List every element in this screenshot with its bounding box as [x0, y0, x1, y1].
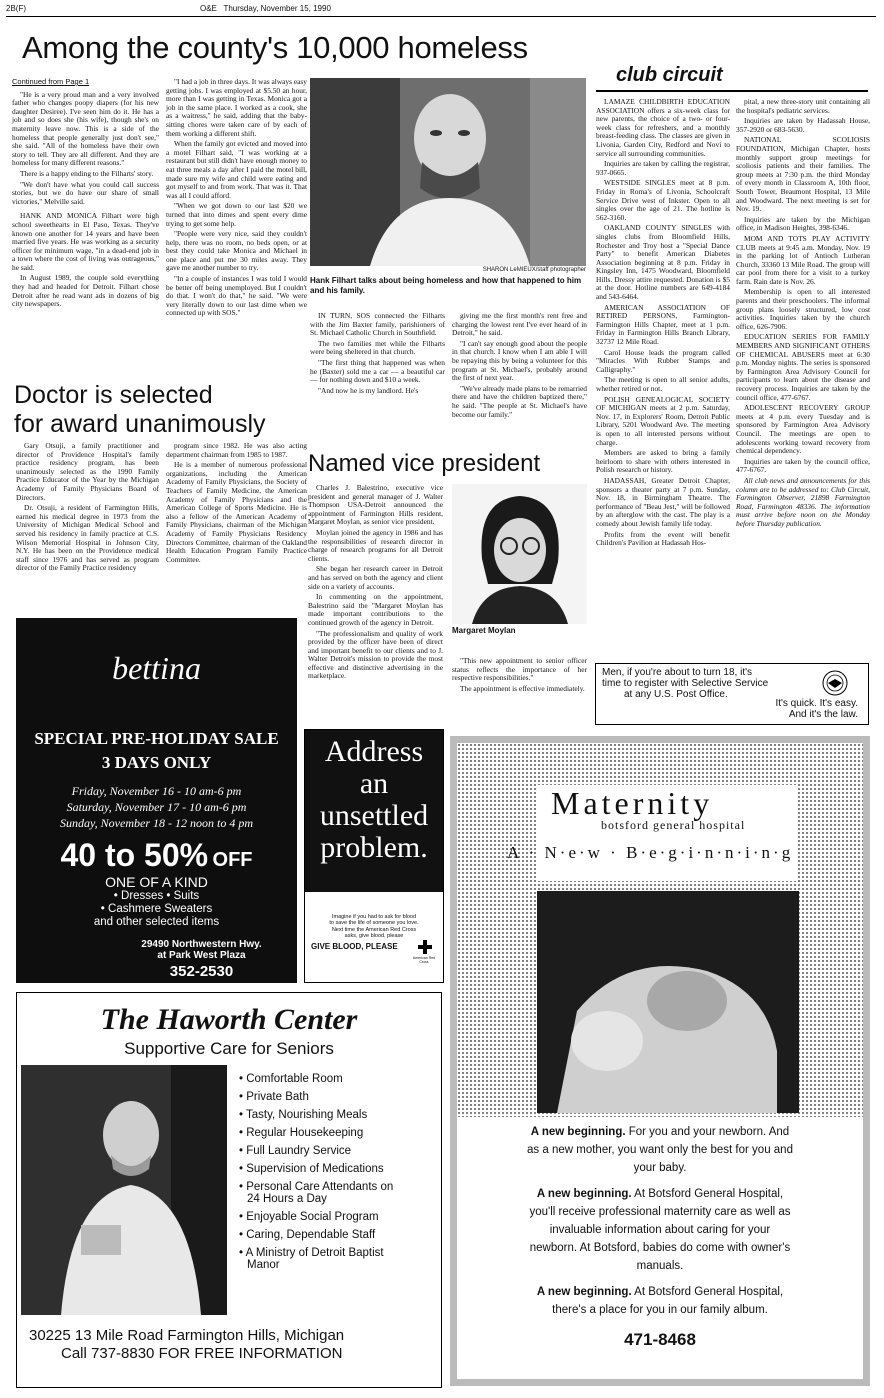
doctor-headline-2: for award unanimously — [14, 410, 266, 438]
vp-headline: Named vice president — [308, 450, 541, 477]
sale-items — [16, 890, 297, 929]
headline-word-3: unsettled — [319, 799, 429, 832]
paragraph: There is a happy ending to the Filharts' story. — [20, 168, 154, 178]
red-cross-body-3: Next time the American Red Cross — [331, 926, 417, 933]
service-item: • Caring, Dependable Staff — [239, 1229, 376, 1241]
eagle-seal-icon — [822, 670, 848, 696]
sale-headline: SPECIAL PRE-HOLIDAY SALE — [34, 729, 279, 748]
selective-tag2: And it's the law. — [788, 709, 858, 720]
paragraph: Gary Otsuji, a family practitioner and director of Providence Hospital's family practice residency program, has been unanimously selected as the 1990 Family Practice Educator of the Year by the Michigan Academy of Family Physicians Board of Directors. — [16, 441, 159, 502]
mother-baby-photo — [537, 891, 799, 1113]
sale-days — [16, 783, 297, 831]
main-story-col1 — [12, 78, 159, 311]
main-story-col3 — [310, 312, 445, 397]
paragraph: Dr. Otsuji, a resident of Farmington Hills, earned his medical degree in 1973 from the University of Michigan Medical School and served his residency in family practice at C.S. Wilson Memorial Hospital in Johnson City, N.Y. He has been on the Providence medical staff since 1976 and has served as program director of the Family Practice residency — [16, 503, 159, 573]
selective-service-ad — [595, 663, 869, 725]
service-item: • Enjoyable Social Program — [239, 1211, 379, 1223]
red-cross-body-2: to save the life of someone you love. — [329, 920, 419, 927]
doctor-headline-1: Doctor is selected — [14, 381, 213, 409]
paragraph: "I had a job in three days. It was always easy getting jobs. I was employed at $5.50 an hour, more than I was getting in Texas. Monica got a job in the same place. I worked as a cook, she as a waitress," he said, adding that the baby-sitting chores were taken care of by each of them working a different shift. — [166, 77, 307, 138]
discount-line — [16, 837, 297, 874]
paragraph: NATIONAL SCOLIOSIS FOUNDATION, Michigan Chapter, hosts monthly support group meetings for scoliosis patients and their families. The group meets at 7:30 p.m. the third Monday of every month in Classroom A, 10th floor, South Tower, Beaumont Hospital, 13 Mile and Woodward. The next meeting is set for Nov. 19. — [736, 135, 870, 214]
red-cross-icon — [417, 939, 433, 955]
vp-story-col1 — [308, 484, 443, 683]
red-cross-ad — [304, 729, 444, 983]
continued-line: Continued from Page 1 — [12, 77, 90, 86]
paragraph: "We've already made plans to be remarried there and have the children baptized there," he said. "The people at St. Michael's have become our family." — [452, 383, 587, 419]
service-item: • Supervision of Medications — [239, 1163, 384, 1175]
paragraph: She began her research career in Detroit and has served on both the agency and client side on a variety of accounts. — [308, 564, 443, 591]
copy-para-3-lead: A new beginning. — [536, 1286, 632, 1298]
senior-photo — [21, 1065, 227, 1315]
paragraph: MOM AND TOTS PLAY ACTIVITY CLUB meets at 9:45 a.m. Monday, Nov. 19 in the parking lot of Antioch Lutheran Church, 33360 13 Mile Road. The group will car pool from there for a visit to a turkey farm. Rain date is Nov. 26. — [736, 233, 870, 286]
paragraph: HANK AND MONICA Filhart were high school sweethearts in El Paso, Texas. They've known one another for 14 years and have been married five years. He was working as a security officer for minimum wage, "in a dead-end job in a town where the cost of living was outrageous," he said. — [12, 211, 159, 272]
folio-page: 2B(F) — [6, 4, 26, 13]
service-item: • A Ministry of Detroit Baptist — [239, 1247, 384, 1259]
paragraph: EDUCATION SERIES FOR FAMILY MEMBERS AND SIGNIFICANT OTHERS OF CHEMICAL ABUSERS meet at 6:30 p.m. Monday nights. The series is sponsored by Farmington Area Advisory Council for participants to learn about the disease and recovery process. Inquiries are taken by the council office, 477-6767. — [736, 332, 870, 402]
maternity-logo — [537, 785, 797, 822]
paragraph: "We don't have what you could call success stories, but we do have our share of small victories," Melville said. — [12, 179, 159, 206]
paragraph: "This new appointment to senior officer status reflects the importance of her respective responsibilities." — [452, 656, 587, 683]
service-item: 24 Hours a Day — [247, 1193, 327, 1205]
maternity-inner — [457, 743, 863, 1379]
paragraph: WESTSIDE SINGLES meet at 8 p.m. Friday in Roma's of Livonia, Schoolcraft Service Drive west of Inkster. Open to all singles over the age of 21. The hotline is 562-3160. — [596, 178, 730, 222]
sale-items-3: and other selected items — [93, 916, 220, 928]
headline-word-4: problem. — [320, 831, 428, 864]
maternity-logo-block — [507, 785, 797, 881]
service-item: • Tasty, Nourishing Meals — [239, 1109, 368, 1121]
paragraph: "The first thing that happened was when he (Baxter) sold me a car — a beautiful car — for nothing down and $10 a week. — [310, 357, 445, 385]
haworth-address: 30225 13 Mile Road Farmington Hills, Michigan — [29, 1327, 345, 1344]
paragraph: HADASSAH, Greater Detroit Chapter, sponsors a theater party at 7 p.m. Sunday, Nov. 18, in Birmingham Theatre. The performance of "Beau Jest," will be followed by an afterglow with the cast. The play is a comedy about Jewish family life today. — [596, 475, 730, 528]
headline-word-1: Address — [324, 735, 424, 768]
copy-para-3 — [525, 1283, 795, 1319]
paragraph: OAKLAND COUNTY SINGLES with singles clubs from Bloomfield Hills, Rochester and Troy host a "Special Dance Party" to benefit American Diabetes Association beginning at 8 p.m. Friday in Kingsley Inn, 1475 Woodward, Bloomfield Hills. Dressy attire requested. Donation is $5 at the door. Hotline numbers are 649-4184 and 543-6464. — [596, 223, 730, 302]
paragraph: Inquiries are taken by the Michigan office, in Madison Heights, 398-6346. — [736, 214, 870, 233]
main-story-col4 — [452, 312, 587, 421]
portrait-illustration — [310, 78, 586, 266]
haworth-services — [239, 1073, 435, 1277]
paragraph: AMERICAN ASSOCIATION OF RETIRED PERSONS, Farmington-Farmington Hills Chapter, meet at 1 p.m. Friday in Farmington Hills Branch Library, 32737 12 Mile Road. — [596, 302, 730, 347]
folio-date — [200, 4, 331, 13]
copy-para-1-text: For you and your newborn. And as a new mother, you want only the best for you and your baby. — [527, 1126, 793, 1174]
store-address-2: at Park West Plaza — [157, 950, 246, 961]
headline-word-2: an — [359, 767, 389, 800]
club-circuit-col2 — [736, 98, 870, 531]
paragraph: program since 1982. He was also acting department chairman from 1985 to 1987. — [166, 441, 307, 459]
selective-line1: Men, if you're about to turn 18, it's — [602, 667, 753, 678]
give-blood-cta: GIVE BLOOD, PLEASE — [311, 942, 398, 951]
logo-rest: aternity — [583, 785, 714, 821]
maternity-copy-block — [457, 1117, 863, 1379]
paragraph: Charles J. Balestrino, executive vice president and general manager of J. Walter Thompson USA-Detroit announced the appointment of Farmington Hills resident, Margaret Moylan, as senior vice president. — [308, 483, 443, 527]
selective-line2: time to register with Selective Service — [602, 678, 769, 689]
sale-day-3: Sunday, November 18 - 12 noon to 4 pm — [60, 816, 253, 830]
bettina-logo: bettina — [112, 650, 201, 686]
store-address — [106, 939, 297, 961]
paragraph: Inquiries are taken by calling the registrar, 937-0665. — [596, 159, 730, 177]
bettina-ad — [16, 618, 297, 992]
haworth-center-ad — [16, 992, 442, 1388]
mother-baby-illustration — [537, 891, 799, 1113]
haworth-subtitle: Supportive Care for Seniors — [124, 1039, 334, 1058]
paragraph: LAMAZE CHILDBIRTH EDUCATION ASSOCIATION offers a six-week class for new parents, the choice of a two- or four-week class for refreshers, and a monthly breast-feeding class. The classes are given in Livonia, Garden City, Redford and Novi to service all surrounding communities. — [596, 97, 730, 158]
selective-tag1: It's quick. It's easy. — [775, 698, 858, 709]
doctor-story-col1 — [16, 442, 159, 575]
hank-filhart-photo — [310, 78, 586, 266]
paragraph: In August 1989, the couple sold everything they had and headed for Detroit. Filhart chose Detroit after he read want ads in dozens of big city newspapers. — [12, 273, 159, 309]
logo-m: M — [551, 785, 584, 821]
paragraph: Carol House leads the program called "Miracles With Rubber Stamps and Calligraphy." — [596, 347, 730, 374]
paragraph: Profits from the event will benefit Children's Pavilion at Hadassah Hos- — [596, 529, 730, 548]
paragraph: When the family got evicted and moved into a motel Filhart said, "I was working at a restaurant but still didn't have enough money to eat three meals a day after I paid the motel bill, made sure my wife and child were eating and got myself to and from work. That was it. That was all I could afford. — [166, 139, 307, 200]
maternity-hospital: botsford general hospital — [601, 818, 746, 832]
paragraph: pital, a new three-story unit containing all the hospital's pediatric services. — [736, 97, 870, 115]
margaret-moylan-photo — [452, 484, 587, 624]
paragraph: "In a couple of instances I was told I would be better off being unemployed. But I couldn't do that. I won't do that," he said. "We were very literally down to our last dime when we connected up with SOS." — [166, 274, 307, 318]
paragraph: The meeting is open to all senior adults, whether retired or not. — [596, 375, 730, 393]
paragraph: Moylan joined the agency in 1986 and has the responsibilities of research director in charge of research programs for all Detroit clients. — [308, 527, 443, 563]
vp-story-col2 — [452, 657, 587, 695]
service-item: • Personal Care Attendants on — [239, 1181, 394, 1193]
copy-para-2 — [525, 1185, 795, 1275]
paragraph: "When we got down to our last $20 we turned that into dimes and spent every dime trying to get some help. — [166, 201, 307, 228]
discount-off: OFF — [212, 849, 253, 871]
portrait-illustration — [452, 484, 587, 624]
paragraph: POLISH GENEALOGICAL SOCIETY OF MICHIGAN meets at 2 p.m. Saturday, Nov. 17, in Explorers' Room, Detroit Public Library, 5201 Woodward Ave. The meeting is open to all interested persons without charge. — [596, 394, 730, 447]
club-circuit-header — [596, 64, 868, 92]
store-phone: 352-2530 — [169, 963, 234, 980]
main-story-col2 — [166, 78, 307, 320]
paragraph: "The professionalism and quality of work provided by the officer have been of direct and important benefit to our clients and to J. Walter Detroit's mission to provide the most effective and distinctive advertising in the marketplace. — [308, 628, 443, 681]
paragraph: Membership is open to all interested parents and their preschoolers. The informal group plans loosely structured, low cost activities. Inquiries taken by the church office, 626-7906. — [736, 287, 870, 331]
paragraph: ADOLESCENT RECOVERY GROUP meets at 4 p.m. every Tuesday and is sponsored by Farmington Area Advisory Council. The meetings are open to adolescents working toward recovery from chemical dependency. — [736, 403, 870, 456]
paragraph: In commenting on the appointment, Balestrino said the "Margaret Moylan has made important contributions to the continued growth of the agency in Detroit. — [308, 592, 443, 627]
sale-fine-print: all sales final • no returns • previous sales excluded — [84, 984, 229, 992]
paragraph: "People were very nice, said they couldn't help, there was no room, no beds open, or at best they could take Monica and Michael in one place and put me 30 miles away. They gave me another number to try. — [166, 229, 307, 273]
folio-paper: O&E — [200, 4, 217, 13]
sale-subheadline: 3 DAYS ONLY — [101, 753, 212, 772]
maternity-phone: 471-8468 — [624, 1330, 696, 1349]
copy-para-1-lead: A new beginning. — [530, 1126, 626, 1138]
copy-para-3-text: At Botsford General Hospital, there's a place for you in our family album. — [552, 1286, 784, 1316]
copy-para-2-text: At Botsford General Hospital, you'll receive professional maternity care as well as invaluable information about caring for your newborn. At Botsford, babies do come with owner's manuals. — [529, 1188, 791, 1272]
service-item: Manor — [247, 1259, 280, 1271]
paragraph: Members are asked to bring a family heirloom to share with others interested in Polish research or history. — [596, 448, 730, 475]
service-item: • Full Laundry Service — [239, 1145, 352, 1157]
service-item: • Private Bath — [239, 1091, 309, 1103]
discount-value: 40 to 50% — [60, 837, 209, 873]
paragraph: He is a member of numerous professional organizations, including the American Academy of Family Physicians, the Society of Teachers of Family Medicine, the American Academy of Family Physicians and the American College of Sports Medicine. He is also a fellow of the American Academy of Family Physicians, chairman of the Michigan Academy of Family Physicians Residency Directors Committee, chairman of the Oakland Health Education Program Family Practice Committee. — [166, 460, 307, 564]
paragraph: "I can't say enough good about the people in that church. I know when I am able I will be repaying this by being a volunteer for this program at St. Michael's, probably around the first of next year. — [452, 338, 587, 383]
photo-credit: SHARON LeMIEUX/staff photographer — [482, 267, 586, 273]
sale-day-2: Saturday, November 17 - 10 am-6 pm — [66, 800, 247, 814]
top-rule — [6, 16, 876, 17]
haworth-call: Call 737-8830 FOR FREE INFORMATION — [61, 1345, 343, 1362]
maternity-copy — [525, 1123, 795, 1349]
paragraph: The two families met while the Filharts were being sheltered in that church. — [310, 338, 445, 357]
red-cross-headline — [305, 730, 443, 892]
paragraph: giving me the first month's rent free and charging the lowest rent I've ever heard of in Detroit," he said. — [452, 311, 587, 338]
red-cross-body-1: Imagine if you had to ask for blood — [331, 914, 417, 920]
selective-tagline — [775, 698, 858, 720]
haworth-title: The Haworth Center — [100, 1003, 358, 1036]
red-cross-body — [305, 914, 443, 940]
senior-illustration — [21, 1065, 227, 1315]
red-cross-org: American Red Cross — [412, 956, 436, 964]
copy-para-1 — [525, 1123, 795, 1177]
club-circuit-title: club circuit — [616, 64, 723, 86]
service-item: • Regular Housekeeping — [239, 1127, 364, 1139]
main-headline: Among the county's 10,000 homeless — [22, 30, 528, 65]
folio-dateline: Thursday, November 15, 1990 — [223, 4, 331, 13]
doctor-story-col2 — [166, 442, 307, 566]
store-address-1: 29490 Northwestern Hwy. — [141, 939, 262, 950]
sale-items-2: • Cashmere Sweaters — [100, 903, 213, 915]
paragraph: Inquiries are taken by Hadassah House, 357-2920 or 683-5630. — [736, 116, 870, 134]
paragraph: "And now he is my landlord. He's — [318, 385, 419, 395]
copy-para-2-lead: A new beginning. — [536, 1188, 632, 1200]
sale-items-1: • Dresses • Suits — [113, 890, 200, 902]
paragraph: "He is a very proud man and a very involved father who changes poopy diapers (for his new daughter Desiree). I've seen him do it. He has a job and so does she (his wife), though she's on maternity leave now. This is a side of the homeless that people generally just don't see," she said. "All of the homeless have their own story to tell. They are all different. And they are homeless for many different reasons." — [12, 89, 159, 168]
club-circuit-col1 — [596, 98, 730, 550]
maternity-tagline: A · N·e·w · B·e·g·i·n·n·i·n·g — [507, 843, 794, 862]
photo-caption: Hank Filhart talks about being homeless and how that happened to him and his family. — [310, 276, 582, 295]
paragraph: Inquiries are taken by the council office, 477-6767. — [736, 456, 870, 475]
selective-line3: at any U.S. Post Office. — [624, 689, 728, 700]
one-of-a-kind: ONE OF A KIND — [105, 874, 208, 890]
moylan-caption: Margaret Moylan — [452, 626, 516, 635]
maternity-ad — [450, 736, 870, 1386]
service-item: • Comfortable Room — [239, 1073, 343, 1085]
paragraph: IN TURN, SOS connected the Filharts with the Jim Baxter family, parishioners of St. Michael Catholic Church in Southfield. — [310, 311, 445, 338]
paragraph: All club news and announcements for this column are to be addressed to: Club Circuit, Farmington Observer, 21898 Farmington Road, Farmington 48336. The information must arrive before noon on the Monday before Thursday publication. — [736, 475, 870, 528]
paragraph: The appointment is effective immediately. — [460, 683, 585, 693]
red-cross-body-4: asks, give blood, please — [344, 933, 404, 940]
sale-day-1: Friday, November 16 - 10 am-6 pm — [71, 784, 242, 798]
